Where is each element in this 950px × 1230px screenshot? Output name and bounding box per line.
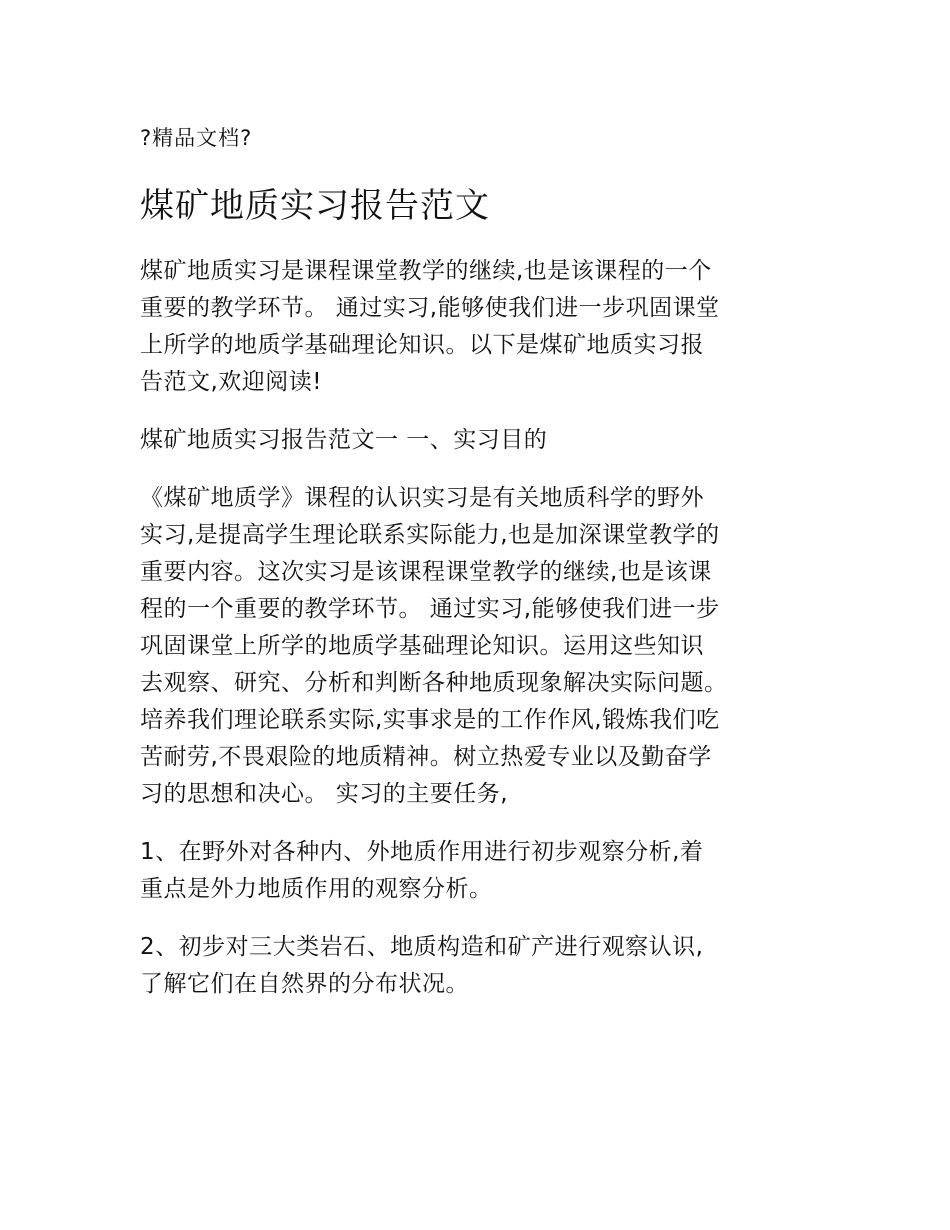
text-line: 重要内容。这次实习是该课程课堂教学的继续,也是该课 xyxy=(140,559,712,585)
text-line: 程的一个重要的教学环节。 通过实习,能够使我们进一步 xyxy=(140,596,720,622)
text-line: 去观察、研究、分析和判断各种地质现象解决实际问题。 xyxy=(140,670,728,696)
text-line: 重要的教学环节。 通过实习,能够使我们进一步巩固课堂 xyxy=(140,295,720,321)
list-item-2 xyxy=(140,929,812,1003)
text-line: 上所学的地质学基础理论知识。以下是煤矿地质实习报 xyxy=(140,332,704,358)
text-line: 告范文,欢迎阅读! xyxy=(140,369,323,395)
text-line: 2、初步对三大类岩石、地质构造和矿产进行观察认识, xyxy=(140,934,704,960)
text-line: 培养我们理论联系实际,实事求是的工作作风,锻炼我们吃 xyxy=(140,707,720,733)
text-line: 巩固课堂上所学的地质学基础理论知识。运用这些知识 xyxy=(140,633,704,659)
text-line: 1、在野外对各种内、外地质作用进行初步观察分析,着 xyxy=(140,839,704,865)
text-line: 实习,是提高学生理论联系实际能力,也是加深课堂教学的 xyxy=(140,522,720,548)
text-line: 苦耐劳,不畏艰险的地质精神。树立热爱专业以及勤奋学 xyxy=(140,744,712,770)
text-line: 了解它们在自然界的分布状况。 xyxy=(140,971,469,997)
document-header: ?精品文档? xyxy=(140,126,253,150)
text-line: 习的思想和决心。 实习的主要任务, xyxy=(140,781,509,807)
paragraph-purpose xyxy=(140,480,812,813)
document-body xyxy=(140,253,812,1024)
document-title: 煤矿地质实习报告范文 xyxy=(140,186,490,226)
list-item-1 xyxy=(140,834,812,908)
text-line: 《煤矿地质学》课程的认识实习是有关地质科学的野外 xyxy=(140,485,704,511)
text-line: 煤矿地质实习报告范文一 一、实习目的 xyxy=(140,427,548,453)
text-line: 重点是外力地质作用的观察分析。 xyxy=(140,876,493,902)
section-heading xyxy=(140,422,812,459)
text-line: 煤矿地质实习是课程课堂教学的继续,也是该课程的一个 xyxy=(140,258,712,284)
paragraph-intro xyxy=(140,253,812,401)
